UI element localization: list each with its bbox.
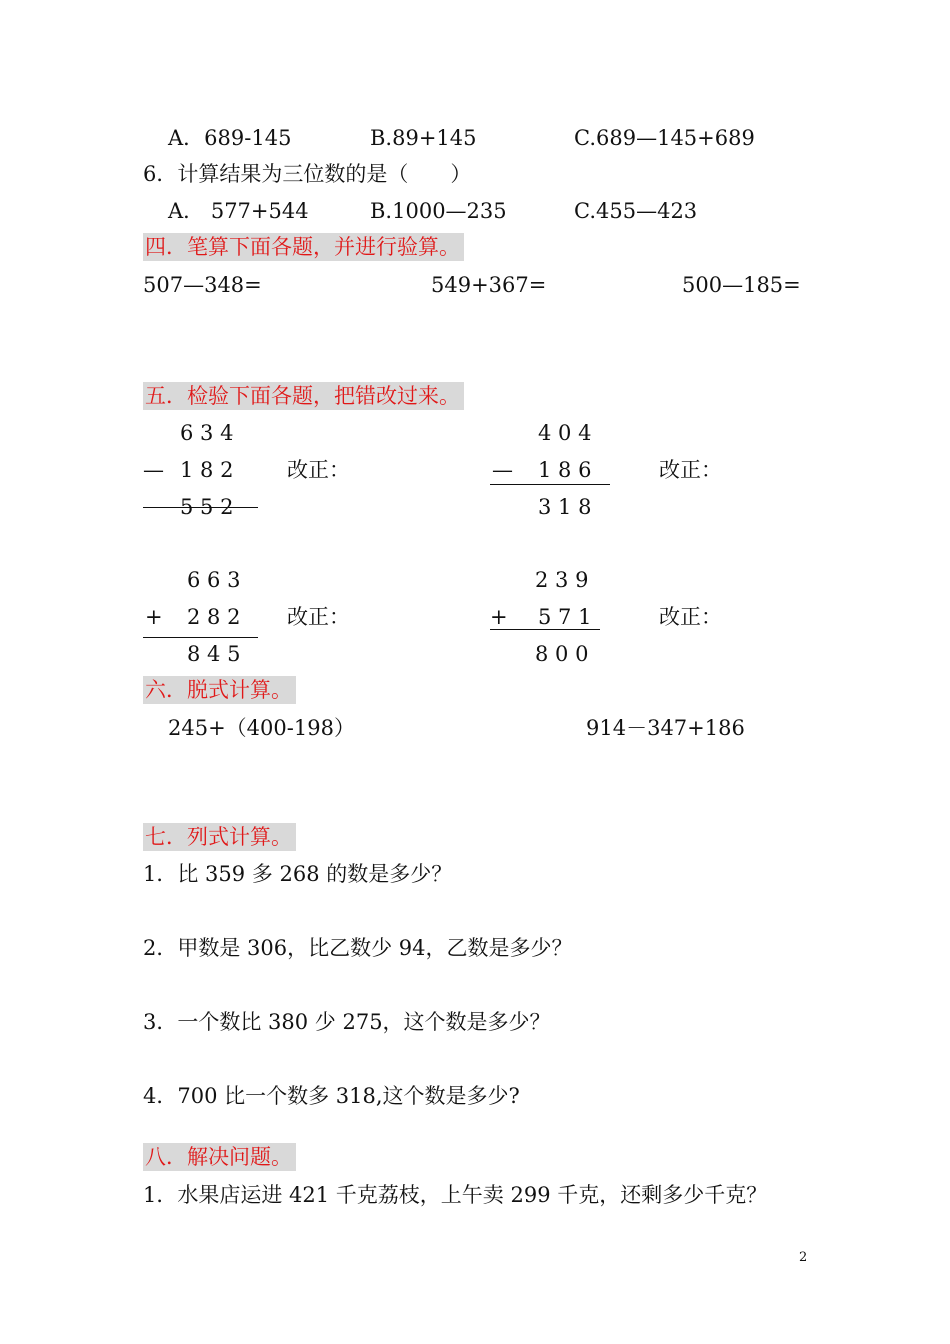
q5-option-a: A．689-145 (168, 126, 292, 150)
problem4-sum-line (490, 629, 600, 630)
problem3-correction-label: 改正： (287, 605, 350, 629)
section8-title: 八．解决问题。 (143, 1143, 296, 1171)
problem4-top: 2 3 9 (535, 568, 589, 592)
problem1-correction-label: 改正： (287, 458, 350, 482)
section6-item-2: 914－347+186 (586, 716, 745, 740)
page-number: 2 (799, 1250, 808, 1265)
section4-item-2: 549+367= (431, 273, 547, 297)
section7-item-3: 3．一个数比 380 少 275，这个数是多少？ (143, 1010, 551, 1034)
problem3-top: 6 6 3 (187, 568, 241, 592)
section7-title: 七．列式计算。 (143, 823, 296, 851)
problem1-second: 1 8 2 (180, 458, 234, 482)
q6-option-c: C.455—423 (574, 199, 698, 223)
problem3-operator: + (145, 605, 163, 629)
problem2-result: 3 1 8 (538, 495, 592, 519)
section6-title: 六．脱式计算。 (143, 676, 296, 704)
problem2-correction-label: 改正： (659, 458, 722, 482)
q5-option-b: B.89+145 (370, 126, 477, 150)
section4-title: 四．笔算下面各题，并进行验算。 (143, 233, 464, 261)
problem1-top: 6 3 4 (180, 421, 234, 445)
problem2-operator: — (492, 458, 513, 482)
q6-option-a: A． 577+544 (168, 199, 309, 223)
q6-option-b: B.1000—235 (370, 199, 507, 223)
section6-item-1: 245+（400-198） (168, 716, 355, 740)
problem3-sum-line (143, 637, 258, 638)
problem3-second: 2 8 2 (187, 605, 241, 629)
problem4-result: 8 0 0 (535, 642, 589, 666)
problem2-top: 4 0 4 (538, 421, 592, 445)
problem1-operator: — (143, 458, 164, 482)
problem4-second: 5 7 1 (538, 605, 592, 629)
problem1-strikethrough (143, 507, 258, 508)
section8-item-1: 1．水果店运进 421 千克荔枝，上午卖 299 千克，还剩多少千克？ (143, 1183, 768, 1207)
section5-title: 五．检验下面各题，把错改过来。 (143, 382, 464, 410)
problem2-sum-line (490, 484, 610, 485)
problem4-correction-label: 改正： (659, 605, 722, 629)
problem3-result: 8 4 5 (187, 642, 241, 666)
section7-item-4: 4．700 比一个数多 318,这个数是多少? (143, 1084, 520, 1108)
problem1-result: 5 5 2 (180, 495, 234, 519)
q6-question: 6．计算结果为三位数的是（ ） (143, 162, 472, 186)
section7-item-2: 2．甲数是 306，比乙数少 94，乙数是多少？ (143, 936, 573, 960)
section4-item-3: 500—185= (682, 273, 801, 297)
problem4-operator: + (490, 605, 508, 629)
q5-option-c: C.689—145+689 (574, 126, 755, 150)
section4-item-1: 507—348= (143, 273, 262, 297)
problem2-second: 1 8 6 (538, 458, 592, 482)
section7-item-1: 1．比 359 多 268 的数是多少？ (143, 862, 453, 886)
